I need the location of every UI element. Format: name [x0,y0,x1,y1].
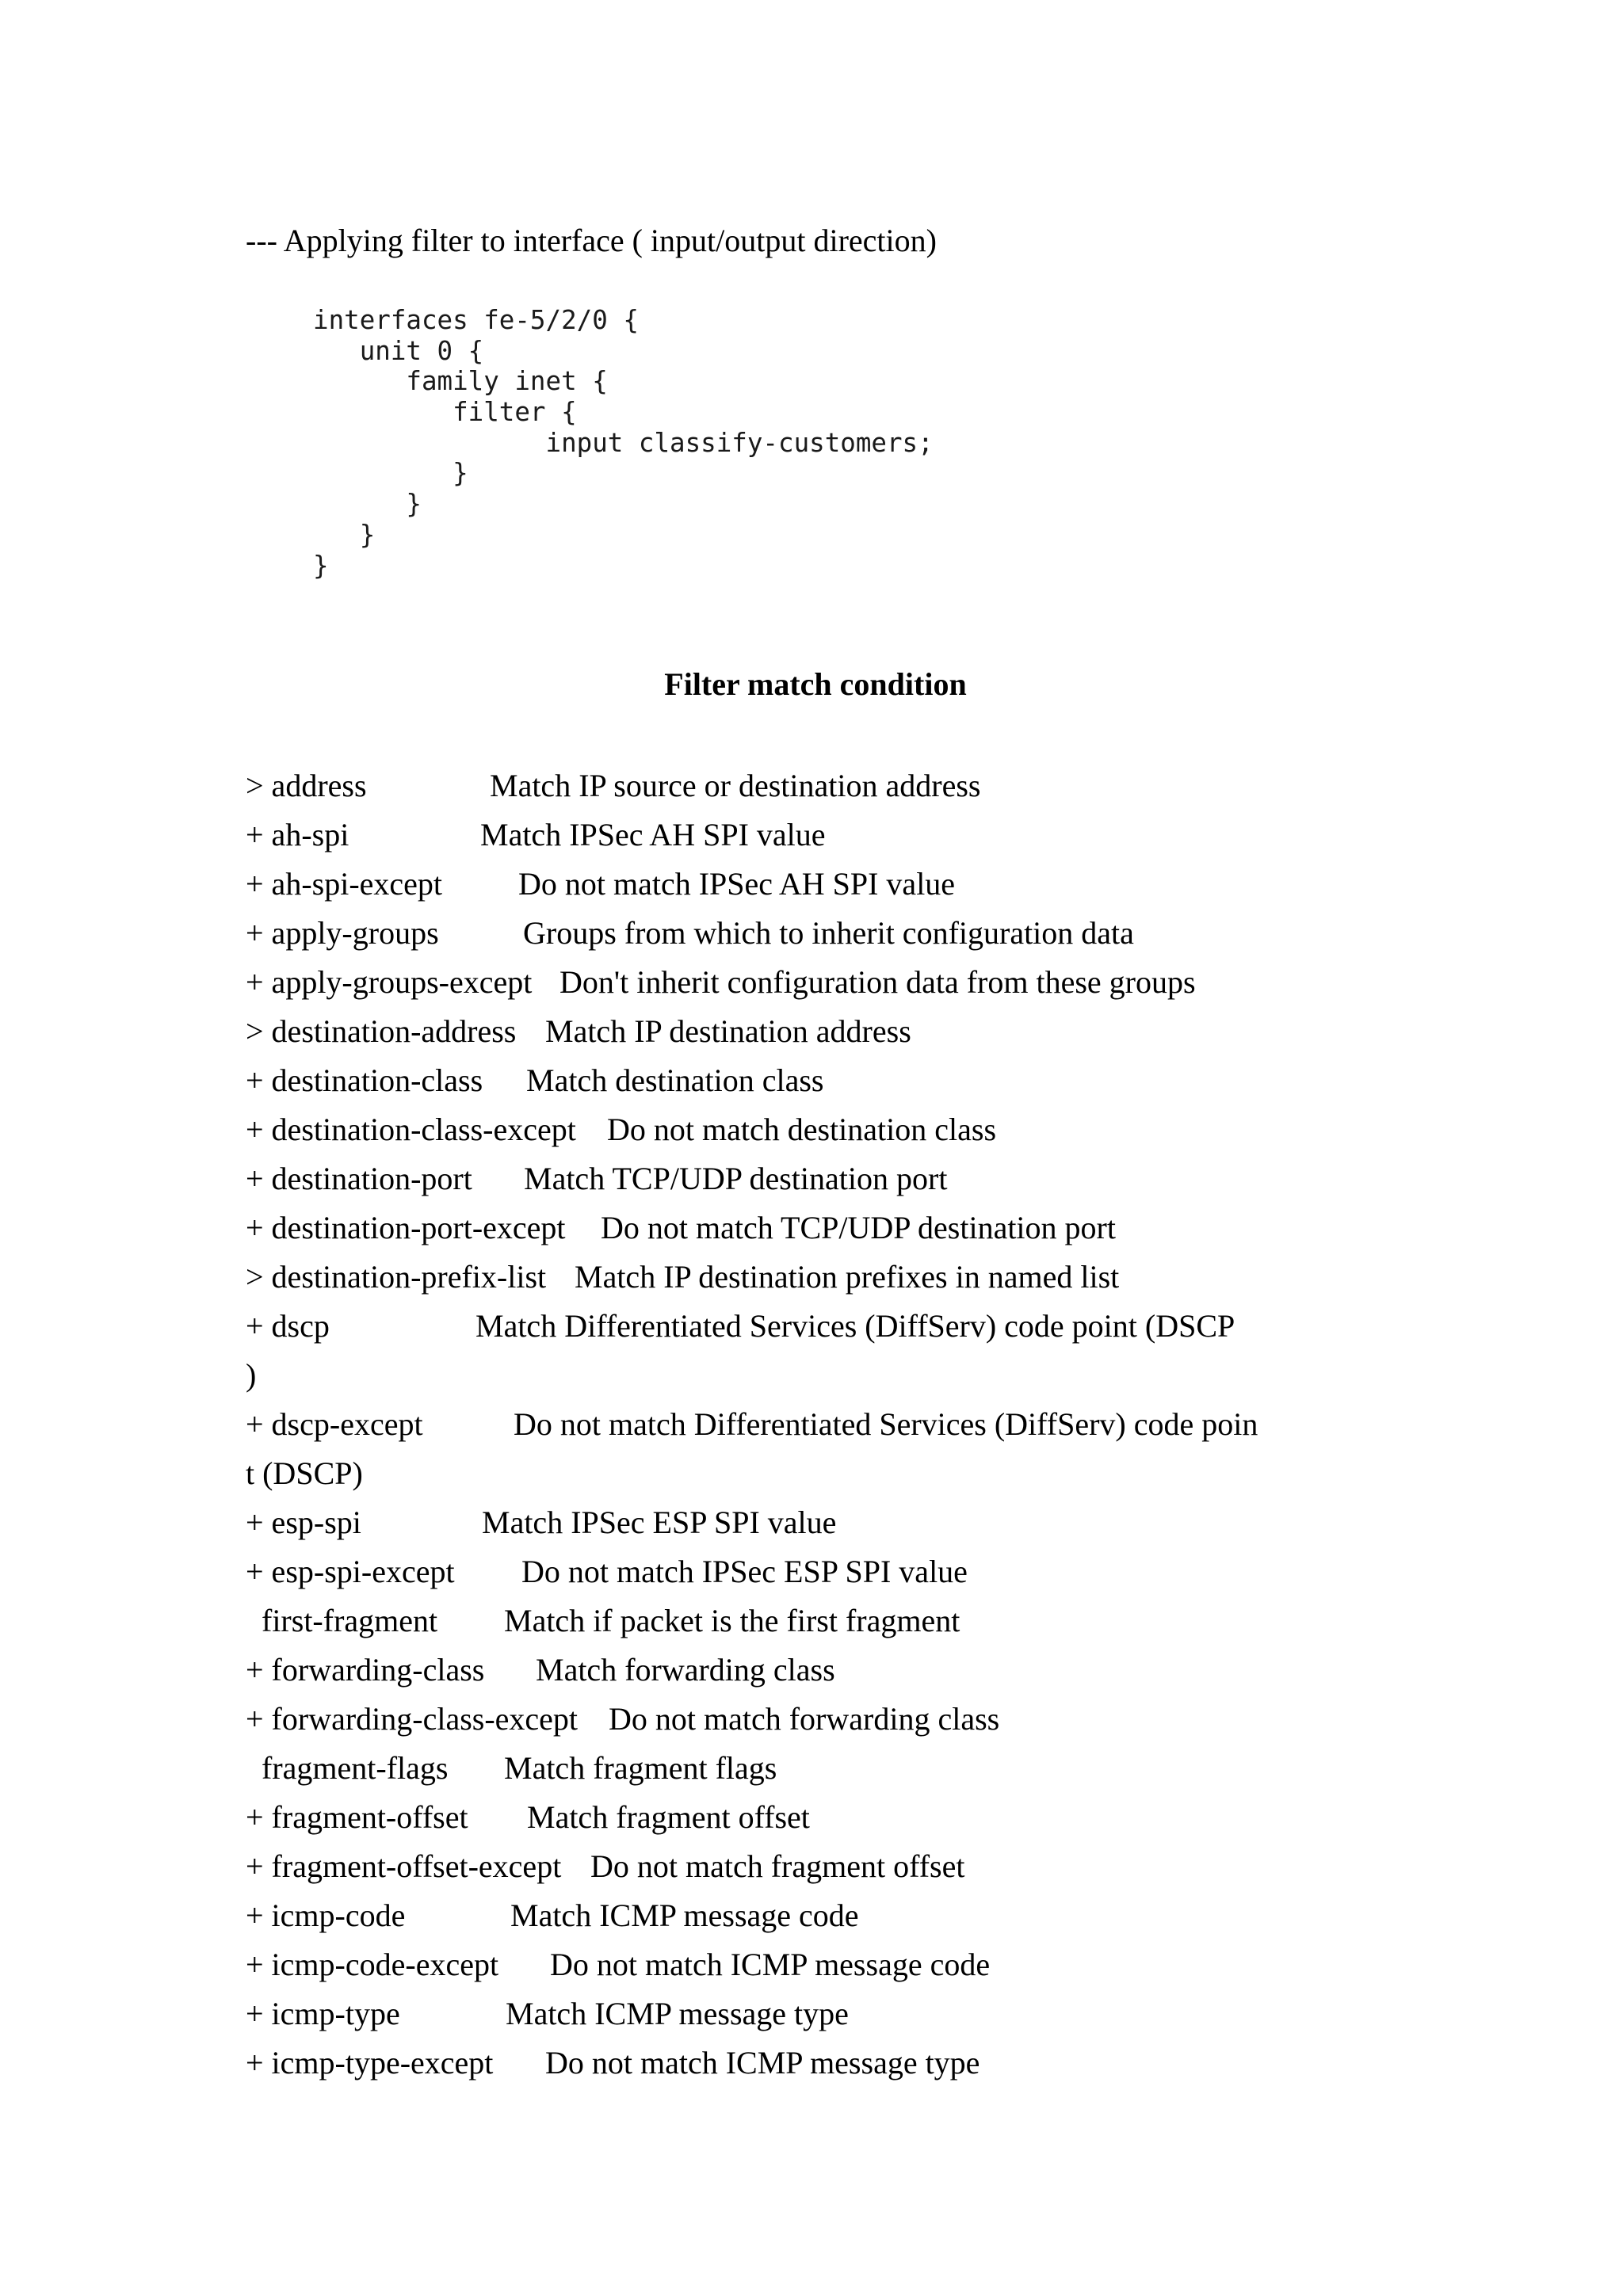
condition-option: + forwarding-class [246,1652,485,1688]
condition-option: first-fragment [246,1603,438,1638]
list-item [246,1547,1339,1596]
condition-option: + dscp-except [246,1406,423,1442]
condition-option: + icmp-type [246,1996,400,2031]
condition-description: Match IP source or destination address [490,768,981,803]
list-item [246,2039,1339,2088]
list-item [246,909,1339,958]
condition-description: Do not match IPSec AH SPI value [518,866,956,902]
condition-option: + apply-groups [246,915,439,951]
list-item [246,1842,1339,1891]
code-line: unit 0 { [313,335,484,366]
condition-option: + destination-port [246,1161,472,1196]
condition-option: + ah-spi-except [246,866,443,902]
list-item [246,1989,1339,2039]
condition-option: + icmp-code [246,1897,406,1933]
list-item [246,860,1339,909]
list-item [246,1400,1339,1449]
condition-option: + forwarding-class-except [246,1701,579,1737]
list-item [246,1007,1339,1056]
condition-option: + fragment-offset-except [246,1848,562,1884]
condition-description: Match IPSec ESP SPI value [482,1505,837,1540]
code-line: input classify-customers; [313,427,934,458]
condition-option: + esp-spi [246,1505,361,1540]
config-code-block [313,305,934,581]
condition-description: Match ICMP message type [506,1996,849,2031]
condition-option: + icmp-type-except [246,2045,494,2081]
condition-option: > address [246,768,367,803]
condition-description: Do not match IPSec ESP SPI value [521,1554,968,1589]
code-line: } [313,458,468,489]
condition-description: Match Differentiated Services (DiffServ) code point (DSCP [475,1308,1235,1344]
list-item [246,958,1339,1007]
code-line: filter { [313,397,577,428]
condition-description-continuation: t (DSCP) [246,1455,363,1491]
section-heading: Filter match condition [664,666,967,702]
list-item [246,1891,1339,1940]
condition-option: + ah-spi [246,817,349,852]
condition-option: + apply-groups-except [246,964,533,1000]
list-item [246,1596,1339,1646]
list-item [246,761,1339,810]
condition-option: > destination-address [246,1013,517,1049]
condition-description: Match if packet is the first fragment [504,1603,960,1638]
list-item [246,1203,1339,1253]
condition-description: Match destination class [526,1062,824,1098]
list-item [246,1302,1339,1351]
condition-description: Do not match ICMP message type [545,2045,980,2081]
list-item [246,1154,1339,1203]
code-line: } [313,519,376,550]
condition-option: + destination-class [246,1062,483,1098]
condition-option: + destination-port-except [246,1210,566,1245]
list-item [246,1940,1339,1989]
list-item [246,1744,1339,1793]
condition-option: + fragment-offset [246,1799,468,1835]
list-item [246,1105,1339,1154]
code-line: } [313,489,422,520]
list-item-continuation [246,1449,1339,1498]
condition-description: Match TCP/UDP destination port [524,1161,948,1196]
condition-description: Do not match ICMP message code [550,1947,991,1982]
list-item [246,810,1339,860]
condition-description: Match ICMP message code [510,1897,859,1933]
code-line: } [313,550,329,581]
condition-description: Match forwarding class [536,1652,835,1688]
condition-description: Do not match fragment offset [590,1848,965,1884]
condition-option: > destination-prefix-list [246,1259,547,1295]
condition-description: Match IP destination prefixes in named list [575,1259,1120,1295]
list-item [246,1695,1339,1744]
list-item-continuation [246,1351,1339,1400]
condition-option: + destination-class-except [246,1112,576,1147]
condition-description: Match IPSec AH SPI value [480,817,826,852]
condition-description: Match fragment offset [527,1799,810,1835]
condition-description-continuation: ) [246,1357,257,1393]
condition-option: fragment-flags [246,1750,449,1786]
condition-option: + dscp [246,1308,330,1344]
list-item [246,1498,1339,1547]
condition-description: Match IP destination address [545,1013,911,1049]
condition-description: Groups from which to inherit configuration data [523,915,1134,951]
intro-text: --- Applying filter to interface ( input/output direction) [246,223,937,258]
condition-description: Do not match TCP/UDP destination port [601,1210,1116,1245]
condition-description: Do not match destination class [607,1112,997,1147]
code-line: family inet { [313,366,608,397]
condition-option: + icmp-code-except [246,1947,499,1982]
filter-condition-list [246,761,1339,2088]
list-item [246,1056,1339,1105]
list-item [246,1646,1339,1695]
condition-description: Match fragment flags [504,1750,777,1786]
condition-description: Don't inherit configuration data from these groups [559,964,1196,1000]
condition-description: Do not match Differentiated Services (DiffServ) code poin [514,1406,1258,1442]
condition-description: Do not match forwarding class [609,1701,1000,1737]
list-item [246,1793,1339,1842]
condition-option: + esp-spi-except [246,1554,455,1589]
list-item [246,1253,1339,1302]
code-line: interfaces fe-5/2/0 { [313,305,639,335]
